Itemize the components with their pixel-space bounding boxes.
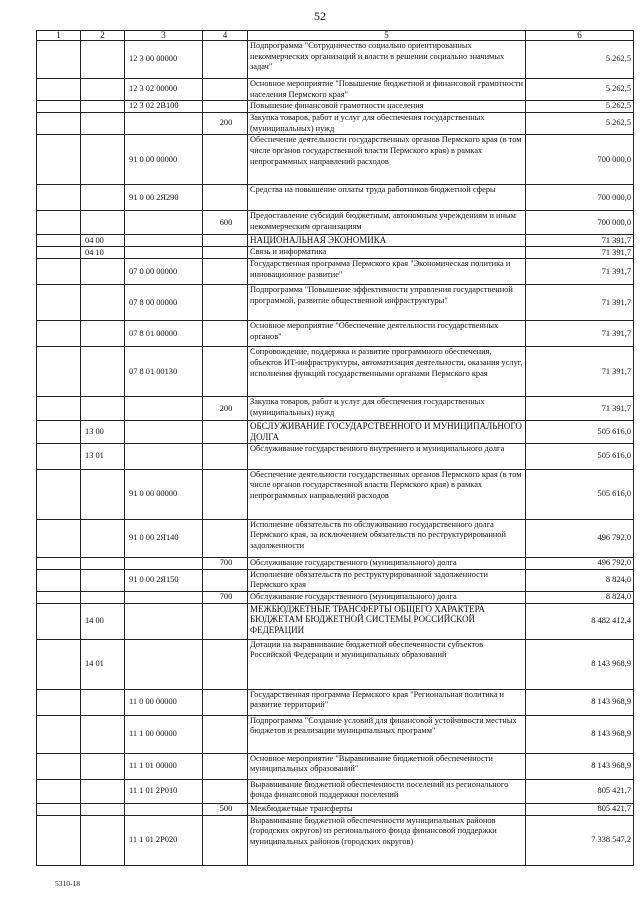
cell-name: Обслуживание государственного (муниципального) долга — [248, 591, 526, 603]
table-row — [37, 753, 634, 779]
table-row — [37, 135, 634, 185]
cell-col-1 — [37, 469, 81, 519]
cell-expense-type — [203, 715, 248, 753]
cell-section-code — [81, 321, 125, 347]
cell-amount: 8 482 412,4 — [526, 603, 634, 639]
table-row — [37, 519, 634, 557]
cell-expense-type — [203, 443, 248, 469]
cell-name: Закупка товаров, работ и услуг для обеспечения государственных (муниципальных) нужд — [248, 397, 526, 421]
cell-section-code — [81, 557, 125, 569]
cell-section-code — [81, 803, 125, 815]
cell-expense-type — [203, 569, 248, 591]
cell-expense-type — [203, 603, 248, 639]
column-header-6: 6 — [526, 31, 634, 41]
cell-col-1 — [37, 591, 81, 603]
cell-target-article — [125, 803, 203, 815]
table-row — [37, 557, 634, 569]
cell-expense-type — [203, 779, 248, 803]
cell-target-article: 11 1 01 2Р020 — [125, 815, 203, 865]
cell-target-article — [125, 591, 203, 603]
cell-target-article: 07 0 00 00000 — [125, 259, 203, 285]
cell-section-code — [81, 41, 125, 79]
cell-name: Предоставление субсидий бюджетным, автономным учреждениям и иным некоммерческим организациям — [248, 211, 526, 235]
cell-expense-type — [203, 639, 248, 689]
cell-expense-type — [203, 135, 248, 185]
cell-target-article: 07 8 00 00000 — [125, 285, 203, 321]
cell-expense-type: 700 — [203, 591, 248, 603]
cell-target-article — [125, 211, 203, 235]
cell-col-1 — [37, 185, 81, 211]
cell-target-article: 91 0 00 2Я140 — [125, 519, 203, 557]
cell-amount: 505 616,0 — [526, 469, 634, 519]
table-row — [37, 591, 634, 603]
cell-expense-type — [203, 815, 248, 865]
cell-name: НАЦИОНАЛЬНАЯ ЭКОНОМИКА — [248, 235, 526, 247]
table-row — [37, 815, 634, 865]
cell-target-article — [125, 235, 203, 247]
cell-col-1 — [37, 211, 81, 235]
table-row — [37, 41, 634, 79]
cell-section-code — [81, 397, 125, 421]
table-row — [37, 321, 634, 347]
cell-section-code — [81, 689, 125, 715]
cell-target-article: 91 0 00 2Я150 — [125, 569, 203, 591]
cell-name: Связь и информатика — [248, 247, 526, 259]
cell-section-code — [81, 591, 125, 603]
cell-target-article: 07 8 01 00000 — [125, 321, 203, 347]
cell-col-1 — [37, 421, 81, 443]
cell-col-1 — [37, 815, 81, 865]
column-header-5: 5 — [248, 31, 526, 41]
cell-col-1 — [37, 779, 81, 803]
table-row — [37, 259, 634, 285]
cell-target-article — [125, 247, 203, 259]
table-row — [37, 803, 634, 815]
cell-name: Обеспечение деятельности государственных органов Пермского края (в том числе органов государственной власти Пермского края) в рамках непрограммных направлений расходов — [248, 135, 526, 185]
cell-amount: 8 143 968,9 — [526, 715, 634, 753]
cell-name: ОБСЛУЖИВАНИЕ ГОСУДАРСТВЕННОГО И МУНИЦИПАЛЬНОГО ДОЛГА — [248, 421, 526, 443]
cell-section-code — [81, 753, 125, 779]
cell-col-1 — [37, 443, 81, 469]
cell-target-article: 11 1 00 00000 — [125, 715, 203, 753]
cell-target-article: 91 0 00 2Я290 — [125, 185, 203, 211]
cell-col-1 — [37, 715, 81, 753]
budget-table — [36, 30, 634, 866]
table-row — [37, 347, 634, 397]
cell-col-1 — [37, 259, 81, 285]
table-row — [37, 79, 634, 101]
cell-name: Основное мероприятие "Повышение бюджетной и финансовой грамотности населения Пермского края" — [248, 79, 526, 101]
table-header-row — [37, 31, 634, 41]
table-row — [37, 235, 634, 247]
column-header-4: 4 — [203, 31, 248, 41]
cell-name: Сопровождение, поддержка и развитие программного обеспечения, объектов ИТ-инфраструктуры, автоматизация деятельности, оказания услуг, исполнения функций государственными органами Пермского края — [248, 347, 526, 397]
cell-section-code — [81, 715, 125, 753]
table-row — [37, 639, 634, 689]
cell-section-code — [81, 285, 125, 321]
column-header-3: 3 — [125, 31, 203, 41]
cell-col-1 — [37, 285, 81, 321]
cell-amount: 71 391,7 — [526, 259, 634, 285]
cell-name: Выравнивание бюджетной обеспеченности муниципальных районов (городских округов) из регионального фонда финансовой поддержки муниципальных районов (городских округов) — [248, 815, 526, 865]
cell-name: Государственная программа Пермского края "Экономическая политика и инновационное развитие" — [248, 259, 526, 285]
cell-amount: 5 262,5 — [526, 113, 634, 135]
cell-section-code — [81, 469, 125, 519]
cell-name: Обеспечение деятельности государственных органов Пермского края (в том числе органов государственной власти Пермского края) в рамках непрограммных направлений расходов — [248, 469, 526, 519]
cell-target-article: 91 0 00 00000 — [125, 469, 203, 519]
cell-name: Подпрограмма "Создание условий для финансовой устойчивости местных бюджетов и реализации муниципальных программ" — [248, 715, 526, 753]
cell-name: Основное мероприятие "Выравнивание бюджетной обеспеченности муниципальных образований" — [248, 753, 526, 779]
cell-amount: 496 792,0 — [526, 519, 634, 557]
cell-expense-type — [203, 259, 248, 285]
cell-expense-type — [203, 421, 248, 443]
cell-section-code — [81, 185, 125, 211]
cell-expense-type — [203, 235, 248, 247]
cell-amount: 496 792,0 — [526, 557, 634, 569]
cell-expense-type — [203, 469, 248, 519]
cell-amount: 505 616,0 — [526, 421, 634, 443]
table-row — [37, 469, 634, 519]
cell-col-1 — [37, 569, 81, 591]
cell-amount: 8 824,0 — [526, 591, 634, 603]
cell-section-code: 14 00 — [81, 603, 125, 639]
cell-expense-type: 200 — [203, 397, 248, 421]
cell-col-1 — [37, 639, 81, 689]
table-row — [37, 247, 634, 259]
cell-name: Выравнивание бюджетной обеспеченности поселений из регионального фонда финансовой поддержки поселений — [248, 779, 526, 803]
cell-amount: 8 143 968,9 — [526, 689, 634, 715]
cell-col-1 — [37, 321, 81, 347]
cell-amount: 805 421,7 — [526, 803, 634, 815]
cell-section-code: 04 00 — [81, 235, 125, 247]
cell-amount: 8 824,0 — [526, 569, 634, 591]
table-row — [37, 421, 634, 443]
cell-amount: 700 000,0 — [526, 211, 634, 235]
cell-section-code — [81, 347, 125, 397]
cell-section-code — [81, 113, 125, 135]
cell-col-1 — [37, 235, 81, 247]
cell-target-article — [125, 639, 203, 689]
cell-amount: 71 391,7 — [526, 347, 634, 397]
cell-expense-type — [203, 321, 248, 347]
cell-section-code: 13 01 — [81, 443, 125, 469]
table-row — [37, 101, 634, 113]
cell-target-article: 91 0 00 00000 — [125, 135, 203, 185]
table-body — [37, 41, 634, 866]
cell-expense-type — [203, 689, 248, 715]
cell-name: Закупка товаров, работ и услуг для обеспечения государственных (муниципальных) нужд — [248, 113, 526, 135]
cell-amount: 5 262,5 — [526, 41, 634, 79]
cell-target-article: 11 1 01 2Р010 — [125, 779, 203, 803]
table-row — [37, 689, 634, 715]
table-row — [37, 779, 634, 803]
cell-name: Дотации на выравнивание бюджетной обеспеченности субъектов Российской Федерации и муниципальных образований — [248, 639, 526, 689]
table-row — [37, 443, 634, 469]
cell-target-article: 11 0 00 00000 — [125, 689, 203, 715]
cell-target-article: 11 1 01 00000 — [125, 753, 203, 779]
cell-section-code — [81, 79, 125, 101]
footer-code: 5310-18 — [55, 879, 80, 888]
page-number: 52 — [314, 9, 326, 23]
cell-name: Повышение финансовой грамотности населения — [248, 101, 526, 113]
cell-col-1 — [37, 397, 81, 421]
cell-section-code — [81, 779, 125, 803]
cell-amount: 700 000,0 — [526, 135, 634, 185]
cell-name: МЕЖБЮДЖЕТНЫЕ ТРАНСФЕРТЫ ОБЩЕГО ХАРАКТЕРА БЮДЖЕТАМ БЮДЖЕТНОЙ СИСТЕМЫ РОССИЙСКОЙ ФЕДЕРАЦИИ — [248, 603, 526, 639]
cell-expense-type: 500 — [203, 803, 248, 815]
cell-name: Исполнение обязательств по обслуживанию государственного долга Пермского края, за исключением обязательств по реструктурированной задолженности — [248, 519, 526, 557]
cell-col-1 — [37, 803, 81, 815]
cell-col-1 — [37, 753, 81, 779]
cell-target-article: 12 3 02 2В100 — [125, 101, 203, 113]
table-row — [37, 397, 634, 421]
cell-target-article — [125, 113, 203, 135]
cell-col-1 — [37, 113, 81, 135]
cell-amount: 71 391,7 — [526, 235, 634, 247]
cell-expense-type — [203, 185, 248, 211]
cell-expense-type — [203, 285, 248, 321]
cell-expense-type — [203, 753, 248, 779]
table-row — [37, 185, 634, 211]
cell-target-article — [125, 603, 203, 639]
table-row — [37, 603, 634, 639]
cell-amount: 805 421,7 — [526, 779, 634, 803]
cell-name: Подпрограмма "Повышение эффективности управления государственной программой, развитие общественной инфраструктуры" — [248, 285, 526, 321]
cell-section-code: 14 01 — [81, 639, 125, 689]
cell-amount: 71 391,7 — [526, 285, 634, 321]
cell-amount: 505 616,0 — [526, 443, 634, 469]
cell-expense-type — [203, 79, 248, 101]
cell-expense-type — [203, 41, 248, 79]
cell-expense-type: 600 — [203, 211, 248, 235]
cell-section-code — [81, 569, 125, 591]
cell-section-code — [81, 259, 125, 285]
cell-col-1 — [37, 101, 81, 113]
cell-section-code: 13 00 — [81, 421, 125, 443]
cell-amount: 8 143 968,9 — [526, 639, 634, 689]
cell-amount: 71 391,7 — [526, 247, 634, 259]
cell-amount: 5 262,5 — [526, 79, 634, 101]
cell-col-1 — [37, 347, 81, 397]
table-row — [37, 285, 634, 321]
cell-expense-type — [203, 101, 248, 113]
cell-section-code — [81, 101, 125, 113]
cell-col-1 — [37, 135, 81, 185]
cell-target-article: 07 8 01 00130 — [125, 347, 203, 397]
cell-name: Обслуживание государственного (муниципального) долга — [248, 557, 526, 569]
cell-expense-type: 700 — [203, 557, 248, 569]
cell-target-article — [125, 421, 203, 443]
cell-name: Межбюджетные трансферты — [248, 803, 526, 815]
column-header-2: 2 — [81, 31, 125, 41]
cell-section-code — [81, 519, 125, 557]
cell-target-article — [125, 443, 203, 469]
cell-name: Исполнение обязательств по реструктурированной задолженности Пермского края — [248, 569, 526, 591]
cell-name: Подпрограмма "Сотрудничество социально ориентированных некоммерческих организаций и власти в решении социально значимых задач" — [248, 41, 526, 79]
table-row — [37, 113, 634, 135]
table-row — [37, 569, 634, 591]
cell-amount: 71 391,7 — [526, 321, 634, 347]
cell-target-article — [125, 557, 203, 569]
cell-amount: 7 338 547,2 — [526, 815, 634, 865]
table-row — [37, 211, 634, 235]
cell-amount: 700 000,0 — [526, 185, 634, 211]
cell-col-1 — [37, 689, 81, 715]
cell-col-1 — [37, 41, 81, 79]
cell-col-1 — [37, 519, 81, 557]
cell-expense-type — [203, 519, 248, 557]
cell-expense-type — [203, 247, 248, 259]
cell-target-article: 12 3 02 00000 — [125, 79, 203, 101]
cell-name: Средства на повышение оплаты труда работников бюджетной сферы — [248, 185, 526, 211]
cell-name: Обслуживание государственного внутреннего и муниципального долга — [248, 443, 526, 469]
cell-amount: 8 143 968,9 — [526, 753, 634, 779]
cell-col-1 — [37, 603, 81, 639]
cell-col-1 — [37, 79, 81, 101]
cell-section-code — [81, 135, 125, 185]
table-row — [37, 715, 634, 753]
cell-section-code: 04 10 — [81, 247, 125, 259]
cell-name: Государственная программа Пермского края "Региональная политика и развитие территорий" — [248, 689, 526, 715]
cell-col-1 — [37, 557, 81, 569]
cell-target-article: 12 3 00 00000 — [125, 41, 203, 79]
cell-expense-type: 200 — [203, 113, 248, 135]
cell-section-code — [81, 211, 125, 235]
cell-col-1 — [37, 247, 81, 259]
cell-name: Основное мероприятие "Обеспечение деятельности государственных органов" — [248, 321, 526, 347]
cell-amount: 5 262,5 — [526, 101, 634, 113]
cell-target-article — [125, 397, 203, 421]
column-header-1: 1 — [37, 31, 81, 41]
cell-expense-type — [203, 347, 248, 397]
cell-section-code — [81, 815, 125, 865]
cell-amount: 71 391,7 — [526, 397, 634, 421]
